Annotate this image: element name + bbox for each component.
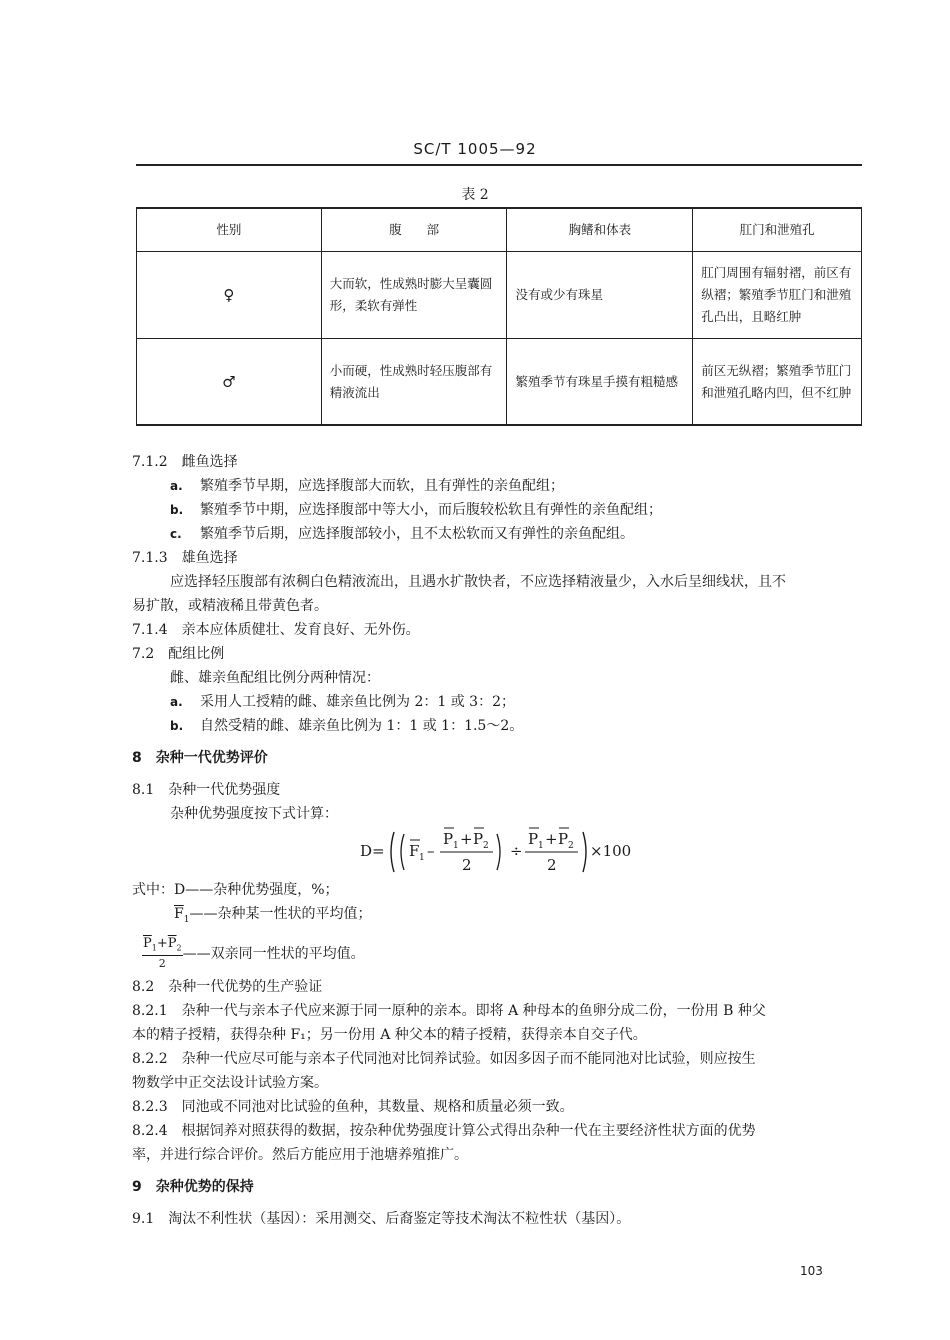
formula-plus: +	[460, 830, 473, 848]
explanation-text: ——双亲同一性状的平均值。	[182, 945, 365, 962]
paragraph-line: 8.2.4 根据饲养对照获得的数据，按杂种优势强度计算公式得出杂种一代在主要经济性状方面的优势	[132, 1123, 756, 1140]
formula-minus: –	[427, 842, 435, 860]
cell-anus: 肛门周围有辐射褶，前区有纵褶；繁殖季节肛门和泄殖孔凸出，且略红肿	[693, 252, 862, 339]
list-marker: b.	[170, 719, 184, 733]
list-text: 繁殖季节早期，应选择腹部大而软，且有弹性的亲鱼配组；	[200, 478, 564, 494]
list-item	[132, 522, 862, 546]
header-rule	[136, 164, 862, 166]
formula-den: 2	[547, 856, 557, 874]
formula-tail: ×100	[590, 842, 632, 860]
formula-f1: F	[409, 842, 420, 860]
page-number: 103	[800, 1264, 823, 1278]
formula-f1-sub: 1	[419, 853, 425, 863]
symbol-plus: +	[156, 935, 168, 951]
heterosis-formula	[132, 826, 862, 878]
section-8-2-title: 8.2 杂种一代优势的生产验证	[132, 979, 323, 996]
inner-paren-left	[401, 834, 404, 870]
section-9-1: 9.1 淘汰不利性状（基因）：采用测交、后裔鉴定等技术淘汰不粒性状（基因）。	[132, 1211, 631, 1228]
formula-lhs: D=	[360, 842, 385, 860]
section-7-1-3-title: 7.1.3 雄鱼选择	[132, 550, 238, 566]
list-item	[132, 690, 862, 714]
formula-p1: P	[443, 830, 454, 848]
list-item	[132, 474, 862, 498]
paragraph-line: 物数学中正交法设计试验方案。	[132, 1075, 328, 1092]
table-row	[137, 339, 862, 426]
header-abdomen: 腹 部	[321, 209, 507, 252]
table-2	[136, 208, 862, 426]
mini-fraction-numerator	[142, 936, 183, 957]
section-7-2-title: 7.2 配组比例	[132, 646, 225, 662]
document-body	[132, 450, 862, 1231]
section-9-title: 9 杂种优势的保持	[132, 1179, 254, 1196]
list-marker: a.	[170, 695, 183, 709]
list-marker: a.	[170, 479, 183, 493]
table-bottom-rule	[136, 424, 862, 426]
outer-bracket-left	[391, 832, 394, 872]
formula-den: 2	[462, 856, 472, 874]
header-fin-body: 胸鳍和体表	[507, 209, 693, 252]
paragraph-line: 本的精子授精，获得杂种 F₁；另一份用 A 种父本的精子授精，获得亲本自交子代。	[132, 1027, 647, 1044]
cell-fin-body: 没有或少有珠星	[507, 252, 693, 339]
formula-p2: P	[473, 830, 484, 848]
cell-abdomen: 大而软，性成熟时膨大呈囊圆形，柔软有弹性	[321, 252, 507, 339]
cell-anus: 前区无纵褶；繁殖季节肛门和泄殖孔略内凹，但不红肿	[693, 339, 862, 426]
formula-p1-sub: 1	[538, 841, 544, 851]
cell-sex: ♂	[137, 339, 322, 426]
list-text: 繁殖季节后期，应选择腹部较小，且不太松软而又有弹性的亲鱼配组。	[200, 526, 634, 542]
paragraph-line: 8.2.1 杂种一代与亲本子代应来源于同一原种的亲本。即将 A 种母本的鱼卵分成二份，一份用 B 种父	[132, 1003, 766, 1020]
list-text: 繁殖季节中期，应选择腹部中等大小，而后腹较松软且有弹性的亲鱼配组；	[200, 502, 662, 518]
standard-code-header: SC/T 1005—92	[413, 140, 537, 158]
formula-p2: P	[558, 830, 569, 848]
list-text: 采用人工授精的雌、雄亲鱼比例为 2：1 或 3：2；	[200, 694, 515, 710]
section-8-title: 8 杂种一代优势评价	[132, 750, 268, 766]
formula-div: ÷	[510, 842, 523, 860]
formula-p1: P	[528, 830, 539, 848]
list-item	[132, 714, 862, 738]
paragraph-line: 雌、雄亲鱼配组比例分两种情况：	[170, 670, 380, 686]
formula-explanation	[132, 936, 862, 972]
section-8-1-title: 8.1 杂种一代优势强度	[132, 782, 281, 798]
cell-sex: ♀	[137, 252, 322, 339]
cell-fin-body: 繁殖季节有珠星手摸有粗糙感	[507, 339, 693, 426]
formula-explanation	[132, 902, 862, 932]
symbol-p2-sub: 2	[176, 943, 182, 953]
symbol-p2: $\overline{P}$	[167, 935, 177, 951]
inner-paren-right	[497, 834, 500, 870]
formula-plus: +	[545, 830, 558, 848]
outer-bracket-right	[583, 832, 586, 872]
table-caption: 表 2	[461, 187, 489, 203]
paragraph-line: 8.2.2 杂种一代应尽可能与亲本子代同池对比饲养试验。如因多因子而不能同池对比试验，则应按生	[132, 1051, 756, 1068]
paragraph-line: 应选择轻压腹部有浓稠白色精液流出，且遇水扩散快者，不应选择精液量少，入水后呈细线状，且不	[170, 574, 786, 590]
list-marker: c.	[170, 527, 182, 541]
list-marker: b.	[170, 503, 184, 517]
formula-p2-sub: 2	[568, 841, 574, 851]
formula-p1-sub: 1	[453, 841, 459, 851]
table-row	[137, 252, 862, 339]
symbol-parent-mean	[142, 936, 183, 972]
symbol-f1: $\overline{F}$	[174, 906, 184, 922]
section-7-1-4: 7.1.4 亲本应体质健壮、发育良好、无外伤。	[132, 622, 420, 638]
paragraph-line: 杂种优势强度按下式计算：	[170, 806, 338, 822]
formula-explanation: 式中：D——杂种优势强度，%；	[132, 882, 339, 898]
paragraph-line: 率，并进行综合评价。然后方能应用于池塘养殖推广。	[132, 1147, 468, 1164]
formula-p2-sub: 2	[483, 841, 489, 851]
symbol-p1-sub: 1	[151, 943, 157, 953]
header-anus: 肛门和泄殖孔	[693, 209, 862, 252]
list-text: 自然受精的雌、雄亲鱼比例为 1：1 或 1：1.5～2。	[200, 718, 524, 734]
mini-fraction-denominator: 2	[158, 957, 166, 971]
section-7-1-2-title: 7.1.2 雌鱼选择	[132, 454, 238, 470]
header-sex: 性别	[137, 209, 322, 252]
explanation-text: ——杂种某一性状的平均值；	[189, 906, 372, 922]
symbol-f1-sub: 1	[183, 914, 190, 925]
cell-abdomen: 小而硬，性成熟时轻压腹部有精液流出	[321, 339, 507, 426]
table-header-row	[137, 209, 862, 252]
paragraph-line: 8.2.3 同池或不同池对比试验的鱼种，其数量、规格和质量必须一致。	[132, 1099, 574, 1116]
symbol-p1: $\overline{P}$	[143, 935, 152, 951]
list-item	[132, 498, 862, 522]
paragraph-line: 易扩散，或精液稀且带黄色者。	[132, 598, 328, 614]
